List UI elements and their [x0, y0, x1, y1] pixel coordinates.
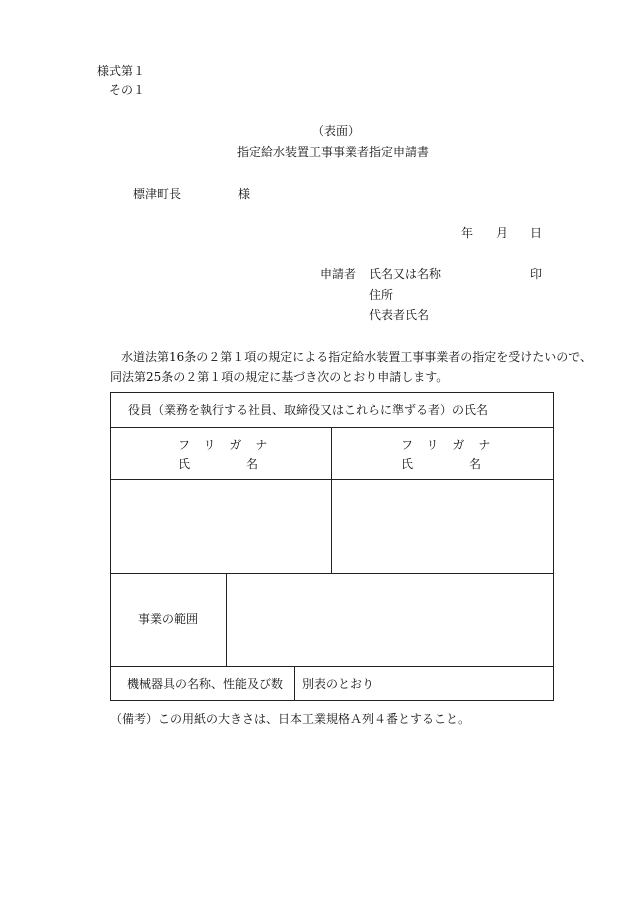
form-sub-number: その１: [109, 83, 146, 97]
equipment-label: 機械器具の名称、性能及び数: [127, 677, 284, 691]
table-divider: [294, 666, 295, 701]
applicant-representative-label: 代表者氏名: [369, 308, 430, 322]
table-divider: [110, 666, 554, 667]
face-label: （表面）: [312, 124, 361, 138]
date-year: 年: [461, 226, 474, 240]
addressee: 標津町長: [133, 187, 182, 201]
remarks-note: （備考）この用紙の大きさは、日本工業規格Ａ列４番とすること。: [110, 712, 471, 726]
col-left-name: 氏名: [178, 457, 315, 471]
col-right-name: 氏名: [401, 457, 538, 471]
honorific: 様: [238, 187, 251, 201]
date-day: 日: [530, 226, 543, 240]
table-divider: [110, 427, 554, 428]
body-text-line2: 同法第25条の２第１項の規定に基づき次のとおり申請します。: [110, 370, 449, 384]
officers-header: 役員（業務を執行する社員、取締役又はこれらに準ずる者）の氏名: [128, 403, 489, 417]
seal-label: 印: [530, 267, 543, 281]
applicant-address-label: 住所: [369, 288, 394, 302]
table-divider: [331, 427, 332, 573]
scope-label: 事業の範囲: [138, 612, 199, 626]
col-right-furigana: フリガナ: [401, 438, 505, 452]
table-divider: [110, 479, 554, 480]
page-title: 指定給水装置工事事業者指定申請書: [237, 145, 430, 159]
form-number: 様式第１: [97, 64, 146, 78]
body-text-line1: 水道法第16条の２第１項の規定による指定給水装置工事事業者の指定を受けたいので、: [121, 350, 593, 364]
date-month: 月: [496, 226, 509, 240]
table-divider: [226, 573, 227, 666]
table-divider: [110, 573, 554, 574]
applicant-label: 申請者: [320, 267, 357, 281]
col-left-furigana: フリガナ: [178, 438, 282, 452]
equipment-value: 別表のとおり: [302, 677, 375, 691]
applicant-name-label: 氏名又は名称: [369, 267, 442, 281]
